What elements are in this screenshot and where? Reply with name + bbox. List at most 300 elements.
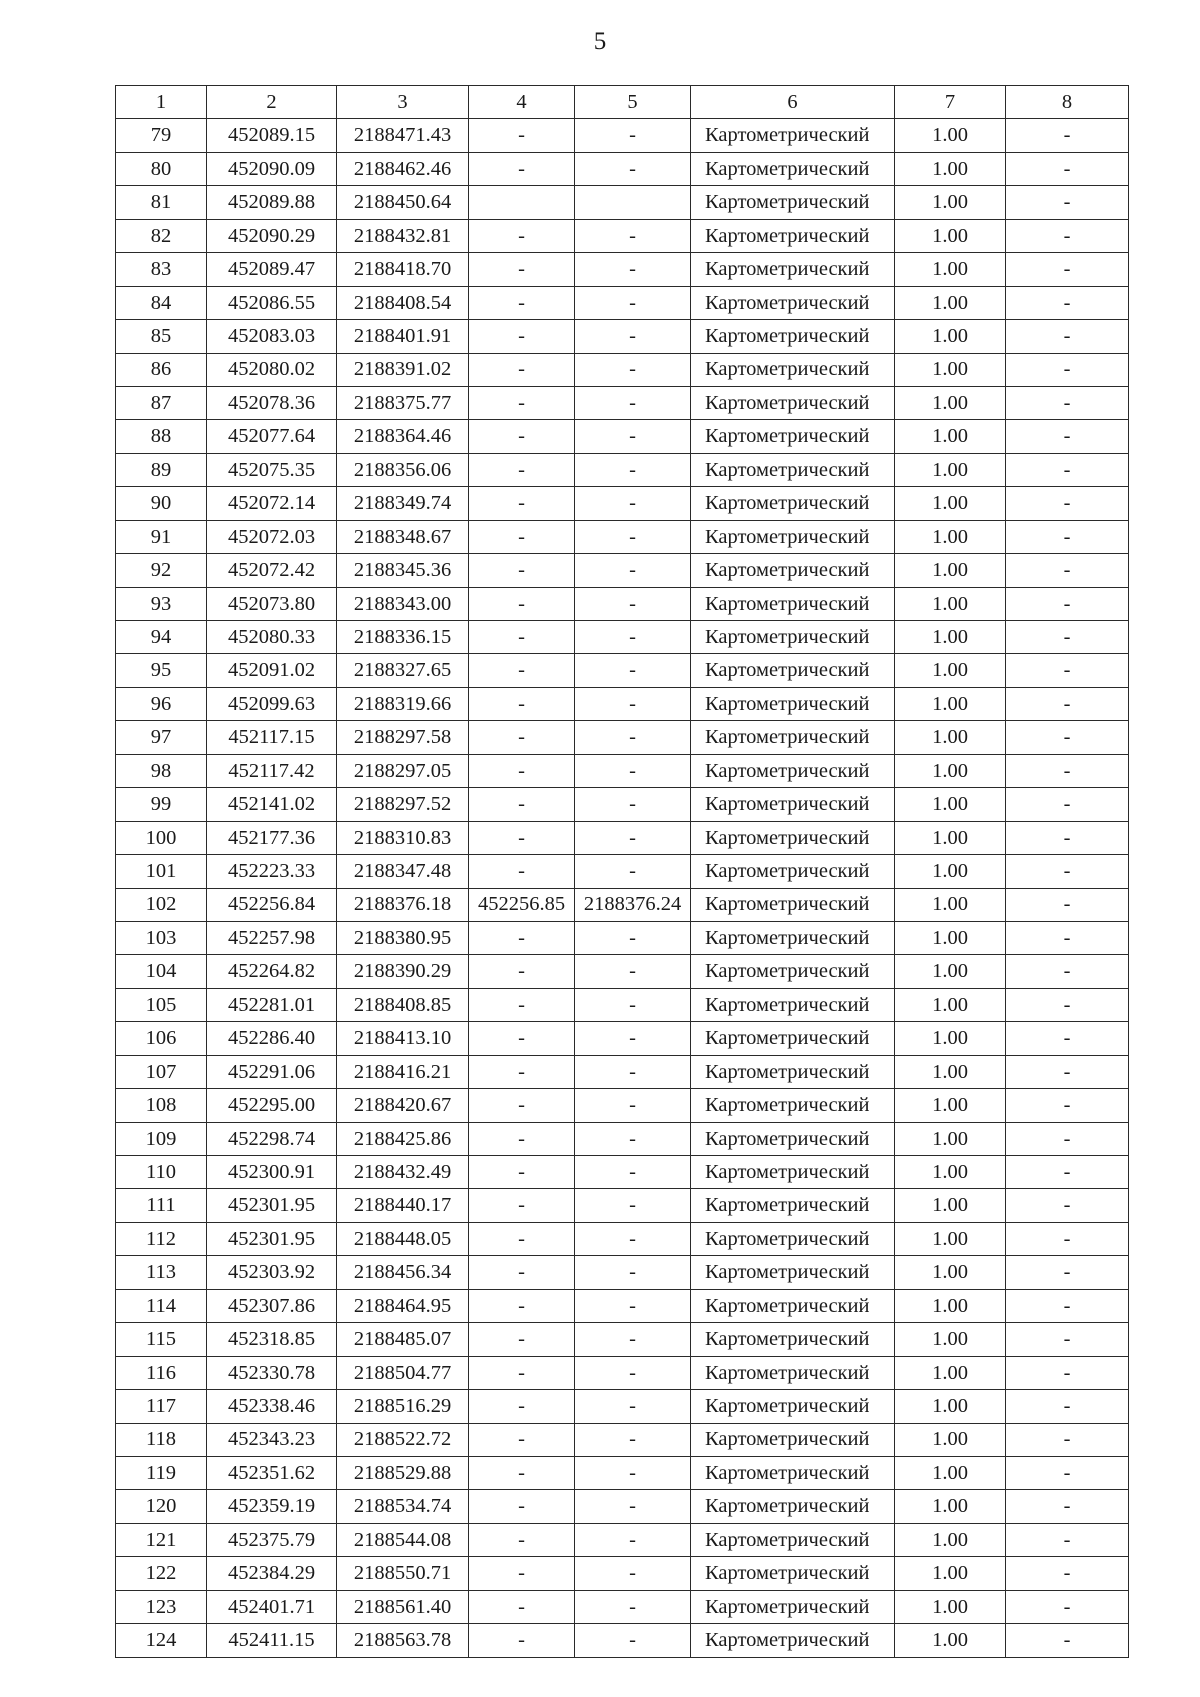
cell-x-coordinate: 452089.88 (207, 186, 337, 219)
table-row (116, 453, 1129, 486)
cell-description: - (1006, 1423, 1129, 1456)
cell-accuracy: 1.00 (895, 1423, 1006, 1456)
cell-description: - (1006, 587, 1129, 620)
table-row (116, 320, 1129, 353)
cell-x-prev: - (469, 921, 575, 954)
cell-accuracy: 1.00 (895, 1490, 1006, 1523)
cell-x-prev: - (469, 386, 575, 419)
cell-x-prev: - (469, 1222, 575, 1255)
cell-x-coordinate: 452075.35 (207, 453, 337, 486)
cell-method: Картометрический (691, 320, 895, 353)
cell-method: Картометрический (691, 921, 895, 954)
cell-method: Картометрический (691, 1022, 895, 1055)
cell-description: - (1006, 286, 1129, 319)
cell-x-coordinate: 452072.14 (207, 487, 337, 520)
table-row (116, 1256, 1129, 1289)
cell-accuracy: 1.00 (895, 1222, 1006, 1255)
cell-description: - (1006, 1390, 1129, 1423)
cell-point-number: 113 (116, 1256, 207, 1289)
cell-point-number: 117 (116, 1390, 207, 1423)
cell-accuracy: 1.00 (895, 855, 1006, 888)
table-row (116, 554, 1129, 587)
cell-accuracy: 1.00 (895, 1323, 1006, 1356)
cell-description: - (1006, 754, 1129, 787)
cell-y-coordinate: 2188544.08 (337, 1523, 469, 1556)
cell-accuracy: 1.00 (895, 453, 1006, 486)
cell-x-prev: - (469, 1189, 575, 1222)
cell-point-number: 80 (116, 152, 207, 185)
cell-y-prev: - (575, 687, 691, 720)
cell-y-prev: - (575, 1557, 691, 1590)
cell-y-prev: - (575, 119, 691, 152)
cell-accuracy: 1.00 (895, 219, 1006, 252)
cell-point-number: 82 (116, 219, 207, 252)
cell-y-prev: - (575, 554, 691, 587)
cell-x-prev: - (469, 754, 575, 787)
cell-x-prev: - (469, 788, 575, 821)
cell-x-prev: - (469, 1022, 575, 1055)
cell-y-prev: - (575, 1222, 691, 1255)
cell-point-number: 97 (116, 721, 207, 754)
table-row (116, 1122, 1129, 1155)
cell-x-coordinate: 452330.78 (207, 1356, 337, 1389)
cell-y-prev: - (575, 955, 691, 988)
cell-y-prev: - (575, 1122, 691, 1155)
cell-point-number: 85 (116, 320, 207, 353)
cell-x-prev: - (469, 453, 575, 486)
cell-y-coordinate: 2188391.02 (337, 353, 469, 386)
table-row (116, 386, 1129, 419)
cell-y-coordinate: 2188356.06 (337, 453, 469, 486)
cell-y-coordinate: 2188336.15 (337, 621, 469, 654)
cell-method: Картометрический (691, 1456, 895, 1489)
cell-y-prev: - (575, 453, 691, 486)
cell-method: Картометрический (691, 1289, 895, 1322)
cell-y-coordinate: 2188345.36 (337, 554, 469, 587)
table-row (116, 1523, 1129, 1556)
cell-x-prev: - (469, 554, 575, 587)
cell-y-coordinate: 2188432.81 (337, 219, 469, 252)
cell-description: - (1006, 621, 1129, 654)
cell-method: Картометрический (691, 186, 895, 219)
cell-method: Картометрический (691, 1590, 895, 1623)
cell-accuracy: 1.00 (895, 654, 1006, 687)
cell-x-coordinate: 452177.36 (207, 821, 337, 854)
cell-description: - (1006, 1022, 1129, 1055)
cell-y-prev: - (575, 621, 691, 654)
cell-y-prev: - (575, 1055, 691, 1088)
cell-point-number: 95 (116, 654, 207, 687)
cell-y-coordinate: 2188529.88 (337, 1456, 469, 1489)
cell-y-prev: - (575, 320, 691, 353)
cell-point-number: 122 (116, 1557, 207, 1590)
cell-x-prev: - (469, 1156, 575, 1189)
cell-description: - (1006, 386, 1129, 419)
cell-method: Картометрический (691, 1557, 895, 1590)
table-row (116, 1323, 1129, 1356)
cell-description: - (1006, 855, 1129, 888)
cell-x-coordinate: 452078.36 (207, 386, 337, 419)
cell-point-number: 87 (116, 386, 207, 419)
cell-x-prev: - (469, 353, 575, 386)
cell-point-number: 104 (116, 955, 207, 988)
cell-y-coordinate: 2188534.74 (337, 1490, 469, 1523)
cell-description: - (1006, 554, 1129, 587)
cell-method: Картометрический (691, 1256, 895, 1289)
cell-accuracy: 1.00 (895, 1256, 1006, 1289)
table-row (116, 253, 1129, 286)
cell-accuracy: 1.00 (895, 821, 1006, 854)
cell-y-prev: - (575, 1022, 691, 1055)
cell-accuracy: 1.00 (895, 1089, 1006, 1122)
cell-y-coordinate: 2188471.43 (337, 119, 469, 152)
cell-description: - (1006, 1089, 1129, 1122)
cell-x-prev: 452256.85 (469, 888, 575, 921)
cell-point-number: 79 (116, 119, 207, 152)
cell-y-prev: - (575, 587, 691, 620)
cell-accuracy: 1.00 (895, 487, 1006, 520)
cell-point-number: 93 (116, 587, 207, 620)
cell-x-coordinate: 452072.42 (207, 554, 337, 587)
table-body (116, 119, 1129, 1657)
cell-description: - (1006, 1222, 1129, 1255)
cell-method: Картометрический (691, 1523, 895, 1556)
cell-x-prev: - (469, 1055, 575, 1088)
cell-x-prev: - (469, 1089, 575, 1122)
table-row (116, 921, 1129, 954)
cell-accuracy: 1.00 (895, 1390, 1006, 1423)
cell-x-coordinate: 452089.15 (207, 119, 337, 152)
cell-description: - (1006, 453, 1129, 486)
cell-x-prev: - (469, 1323, 575, 1356)
table-row (116, 1590, 1129, 1623)
cell-x-coordinate: 452375.79 (207, 1523, 337, 1556)
cell-x-coordinate: 452351.62 (207, 1456, 337, 1489)
cell-accuracy: 1.00 (895, 754, 1006, 787)
cell-point-number: 91 (116, 520, 207, 553)
cell-y-prev: - (575, 754, 691, 787)
cell-x-coordinate: 452411.15 (207, 1624, 337, 1657)
cell-x-prev: - (469, 587, 575, 620)
cell-point-number: 99 (116, 788, 207, 821)
table-row (116, 687, 1129, 720)
cell-y-prev: - (575, 1624, 691, 1657)
cell-method: Картометрический (691, 587, 895, 620)
cell-point-number: 84 (116, 286, 207, 319)
cell-point-number: 92 (116, 554, 207, 587)
cell-y-prev: - (575, 921, 691, 954)
cell-accuracy: 1.00 (895, 587, 1006, 620)
cell-description: - (1006, 1490, 1129, 1523)
cell-method: Картометрический (691, 788, 895, 821)
cell-accuracy: 1.00 (895, 386, 1006, 419)
cell-x-prev: - (469, 1390, 575, 1423)
cell-description: - (1006, 1156, 1129, 1189)
cell-point-number: 94 (116, 621, 207, 654)
cell-method: Картометрический (691, 754, 895, 787)
cell-y-coordinate: 2188408.85 (337, 988, 469, 1021)
cell-accuracy: 1.00 (895, 1456, 1006, 1489)
cell-y-prev: - (575, 988, 691, 1021)
table-row (116, 1289, 1129, 1322)
table-row (116, 119, 1129, 152)
cell-accuracy: 1.00 (895, 353, 1006, 386)
cell-description: - (1006, 520, 1129, 553)
cell-method: Картометрический (691, 1390, 895, 1423)
cell-description: - (1006, 988, 1129, 1021)
cell-x-prev: - (469, 1356, 575, 1389)
cell-description: - (1006, 1122, 1129, 1155)
cell-y-coordinate: 2188376.18 (337, 888, 469, 921)
table-row (116, 1490, 1129, 1523)
cell-y-prev: - (575, 286, 691, 319)
cell-description: - (1006, 1523, 1129, 1556)
cell-x-coordinate: 452286.40 (207, 1022, 337, 1055)
cell-x-prev (469, 186, 575, 219)
cell-point-number: 100 (116, 821, 207, 854)
cell-y-coordinate: 2188432.49 (337, 1156, 469, 1189)
column-header-accuracy: 7 (895, 86, 1006, 119)
column-header-y-prev: 5 (575, 86, 691, 119)
cell-description: - (1006, 687, 1129, 720)
cell-x-prev: - (469, 487, 575, 520)
cell-x-prev: - (469, 988, 575, 1021)
cell-method: Картометрический (691, 386, 895, 419)
cell-y-coordinate: 2188522.72 (337, 1423, 469, 1456)
cell-method: Картометрический (691, 1423, 895, 1456)
cell-description: - (1006, 921, 1129, 954)
cell-method: Картометрический (691, 1356, 895, 1389)
table-row (116, 1557, 1129, 1590)
cell-x-coordinate: 452343.23 (207, 1423, 337, 1456)
cell-method: Картометрический (691, 821, 895, 854)
cell-method: Картометрический (691, 687, 895, 720)
cell-x-prev: - (469, 1456, 575, 1489)
cell-point-number: 89 (116, 453, 207, 486)
cell-point-number: 110 (116, 1156, 207, 1189)
cell-y-coordinate: 2188550.71 (337, 1557, 469, 1590)
cell-x-coordinate: 452080.33 (207, 621, 337, 654)
cell-x-prev: - (469, 420, 575, 453)
cell-point-number: 106 (116, 1022, 207, 1055)
cell-y-prev: - (575, 1390, 691, 1423)
cell-y-coordinate: 2188319.66 (337, 687, 469, 720)
cell-point-number: 88 (116, 420, 207, 453)
cell-x-coordinate: 452300.91 (207, 1156, 337, 1189)
cell-description: - (1006, 1557, 1129, 1590)
cell-description: - (1006, 821, 1129, 854)
cell-accuracy: 1.00 (895, 420, 1006, 453)
cell-y-coordinate: 2188448.05 (337, 1222, 469, 1255)
cell-description: - (1006, 1289, 1129, 1322)
cell-y-coordinate: 2188485.07 (337, 1323, 469, 1356)
cell-method: Картометрический (691, 955, 895, 988)
cell-y-coordinate: 2188349.74 (337, 487, 469, 520)
table-row (116, 721, 1129, 754)
cell-x-coordinate: 452298.74 (207, 1122, 337, 1155)
cell-x-coordinate: 452117.42 (207, 754, 337, 787)
cell-y-prev: - (575, 1456, 691, 1489)
cell-point-number: 124 (116, 1624, 207, 1657)
cell-point-number: 98 (116, 754, 207, 787)
cell-accuracy: 1.00 (895, 253, 1006, 286)
cell-method: Картометрический (691, 721, 895, 754)
cell-method: Картометрический (691, 1222, 895, 1255)
cell-y-prev: 2188376.24 (575, 888, 691, 921)
cell-description: - (1006, 152, 1129, 185)
cell-description: - (1006, 353, 1129, 386)
cell-method: Картометрический (691, 988, 895, 1021)
cell-y-coordinate: 2188310.83 (337, 821, 469, 854)
cell-description: - (1006, 1055, 1129, 1088)
cell-x-coordinate: 452072.03 (207, 520, 337, 553)
cell-y-coordinate: 2188516.29 (337, 1390, 469, 1423)
cell-description: - (1006, 788, 1129, 821)
cell-description: - (1006, 253, 1129, 286)
cell-x-prev: - (469, 320, 575, 353)
cell-y-coordinate: 2188408.54 (337, 286, 469, 319)
cell-point-number: 121 (116, 1523, 207, 1556)
cell-point-number: 120 (116, 1490, 207, 1523)
cell-x-coordinate: 452077.64 (207, 420, 337, 453)
column-header-x-prev: 4 (469, 86, 575, 119)
cell-accuracy: 1.00 (895, 1022, 1006, 1055)
cell-accuracy: 1.00 (895, 1289, 1006, 1322)
cell-method: Картометрический (691, 119, 895, 152)
cell-accuracy: 1.00 (895, 1189, 1006, 1222)
cell-x-coordinate: 452291.06 (207, 1055, 337, 1088)
cell-x-coordinate: 452090.09 (207, 152, 337, 185)
cell-x-prev: - (469, 520, 575, 553)
cell-accuracy: 1.00 (895, 320, 1006, 353)
cell-accuracy: 1.00 (895, 1523, 1006, 1556)
cell-y-coordinate: 2188348.67 (337, 520, 469, 553)
cell-description: - (1006, 420, 1129, 453)
table-row (116, 1089, 1129, 1122)
cell-x-prev: - (469, 1624, 575, 1657)
cell-y-coordinate: 2188425.86 (337, 1122, 469, 1155)
cell-x-coordinate: 452223.33 (207, 855, 337, 888)
cell-x-coordinate: 452301.95 (207, 1189, 337, 1222)
cell-accuracy: 1.00 (895, 788, 1006, 821)
cell-y-prev: - (575, 821, 691, 854)
cell-x-prev: - (469, 955, 575, 988)
cell-x-prev: - (469, 1256, 575, 1289)
cell-accuracy: 1.00 (895, 1590, 1006, 1623)
cell-y-coordinate: 2188504.77 (337, 1356, 469, 1389)
cell-y-coordinate: 2188380.95 (337, 921, 469, 954)
cell-y-coordinate: 2188347.48 (337, 855, 469, 888)
cell-y-prev: - (575, 487, 691, 520)
cell-y-coordinate: 2188464.95 (337, 1289, 469, 1322)
cell-method: Картометрический (691, 1156, 895, 1189)
cell-accuracy: 1.00 (895, 1156, 1006, 1189)
cell-description: - (1006, 888, 1129, 921)
column-header-description: 8 (1006, 86, 1129, 119)
cell-y-prev: - (575, 420, 691, 453)
cell-y-prev: - (575, 1523, 691, 1556)
cell-method: Картометрический (691, 1055, 895, 1088)
table-row (116, 1189, 1129, 1222)
cell-x-prev: - (469, 1289, 575, 1322)
cell-description: - (1006, 1189, 1129, 1222)
cell-y-prev: - (575, 855, 691, 888)
cell-accuracy: 1.00 (895, 1557, 1006, 1590)
cell-description: - (1006, 1624, 1129, 1657)
table-row (116, 1624, 1129, 1657)
cell-method: Картометрический (691, 253, 895, 286)
cell-accuracy: 1.00 (895, 119, 1006, 152)
cell-method: Картометрический (691, 855, 895, 888)
cell-x-prev: - (469, 1122, 575, 1155)
cell-x-prev: - (469, 821, 575, 854)
cell-x-coordinate: 452307.86 (207, 1289, 337, 1322)
cell-x-prev: - (469, 286, 575, 319)
table-row (116, 621, 1129, 654)
cell-y-prev: - (575, 353, 691, 386)
cell-description: - (1006, 1323, 1129, 1356)
cell-y-coordinate: 2188401.91 (337, 320, 469, 353)
cell-point-number: 107 (116, 1055, 207, 1088)
coordinates-table (115, 85, 1129, 1658)
cell-x-coordinate: 452338.46 (207, 1390, 337, 1423)
cell-y-prev: - (575, 1189, 691, 1222)
cell-x-coordinate: 452264.82 (207, 955, 337, 988)
cell-y-coordinate: 2188420.67 (337, 1089, 469, 1122)
table-row (116, 353, 1129, 386)
cell-y-coordinate: 2188375.77 (337, 386, 469, 419)
cell-method: Картометрический (691, 520, 895, 553)
cell-x-coordinate: 452073.80 (207, 587, 337, 620)
table-row (116, 1456, 1129, 1489)
cell-y-coordinate: 2188561.40 (337, 1590, 469, 1623)
cell-x-prev: - (469, 855, 575, 888)
table-row (116, 219, 1129, 252)
cell-y-prev: - (575, 654, 691, 687)
cell-method: Картометрический (691, 487, 895, 520)
cell-accuracy: 1.00 (895, 152, 1006, 185)
cell-description: - (1006, 119, 1129, 152)
cell-y-coordinate: 2188563.78 (337, 1624, 469, 1657)
cell-x-coordinate: 452117.15 (207, 721, 337, 754)
cell-description: - (1006, 1356, 1129, 1389)
cell-point-number: 86 (116, 353, 207, 386)
cell-y-prev: - (575, 1156, 691, 1189)
cell-y-prev: - (575, 1490, 691, 1523)
table-row (116, 1356, 1129, 1389)
cell-x-coordinate: 452318.85 (207, 1323, 337, 1356)
cell-description: - (1006, 1590, 1129, 1623)
cell-description: - (1006, 1456, 1129, 1489)
cell-y-prev: - (575, 721, 691, 754)
table-row (116, 1423, 1129, 1456)
table-row (116, 1156, 1129, 1189)
cell-y-prev: - (575, 1256, 691, 1289)
column-header-method: 6 (691, 86, 895, 119)
cell-y-prev: - (575, 1323, 691, 1356)
cell-accuracy: 1.00 (895, 621, 1006, 654)
cell-x-coordinate: 452257.98 (207, 921, 337, 954)
cell-y-coordinate: 2188327.65 (337, 654, 469, 687)
cell-point-number: 96 (116, 687, 207, 720)
table-row (116, 1390, 1129, 1423)
cell-method: Картометрический (691, 654, 895, 687)
cell-accuracy: 1.00 (895, 687, 1006, 720)
cell-y-coordinate: 2188418.70 (337, 253, 469, 286)
cell-x-prev: - (469, 721, 575, 754)
cell-x-coordinate: 452090.29 (207, 219, 337, 252)
cell-method: Картометрический (691, 286, 895, 319)
